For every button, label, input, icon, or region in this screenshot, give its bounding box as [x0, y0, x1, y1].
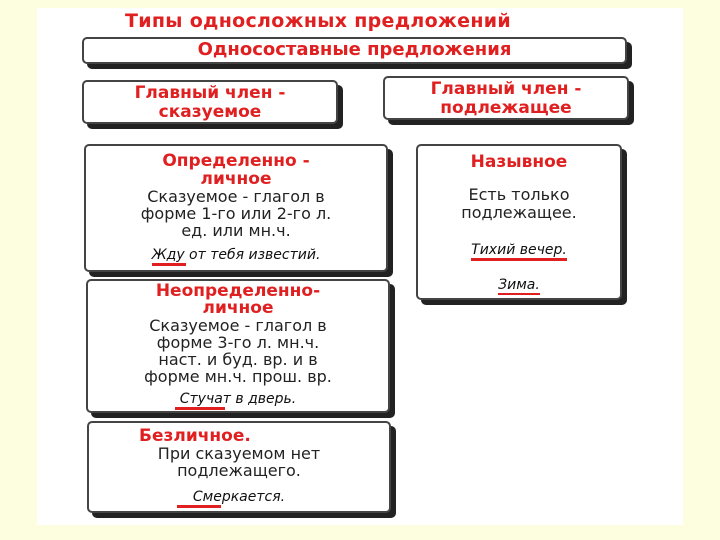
definite-desc-line2: форме 1-го или 2-го л. — [140, 204, 332, 223]
header-box — [82, 37, 627, 64]
nominative-box — [416, 144, 622, 300]
subject-head-box — [383, 76, 629, 120]
indefinite-desc-line1: Сказуемое - глагол в — [149, 316, 327, 335]
indefinite-desc-line2: форме 3-го л. мн.ч. — [156, 333, 320, 352]
nominative-desc-line1: Есть только — [468, 185, 570, 204]
definite-example: Жду от тебя известий. — [151, 247, 321, 263]
subject-head-line1: Главный член - — [430, 79, 582, 99]
nominative-example1: Тихий вечер. — [471, 242, 567, 261]
indefinite-desc-line3: наст. и буд. вр. и в — [158, 350, 318, 369]
definite-name-line1: Определенно - — [162, 151, 310, 171]
indefinite-desc-line4: форме мн.ч. прош. вр. — [144, 367, 332, 386]
definite-personal-box — [84, 144, 388, 272]
indefinite-name-line1: Неопределенно- — [155, 281, 321, 301]
impersonal-desc-line1: При сказуемом нет — [157, 444, 321, 463]
impersonal-example: Смеркается. — [192, 489, 286, 505]
impersonal-underline — [177, 505, 221, 508]
indefinite-name-line2: личное — [202, 298, 274, 318]
nominative-example2: Зима. — [498, 277, 540, 293]
diagram-title: Типы односложных предложений — [125, 10, 511, 32]
definite-desc-line1: Сказуемое - глагол в — [147, 187, 325, 206]
predicate-head-line2: сказуемое — [158, 102, 262, 122]
indefinite-personal-box — [86, 279, 390, 413]
header-label: Односоставные предложения — [197, 39, 512, 60]
predicate-head-box — [82, 80, 338, 124]
nominative-name: Назывное — [470, 152, 568, 172]
indefinite-example: Стучат в дверь. — [179, 391, 297, 407]
impersonal-name: Безличное. — [139, 426, 251, 446]
nominative-desc-line2: подлежащее. — [461, 203, 577, 222]
impersonal-box — [87, 421, 391, 513]
impersonal-desc-line2: подлежащего. — [177, 461, 301, 480]
predicate-head-line1: Главный член - — [134, 83, 286, 103]
indefinite-underline — [175, 407, 225, 410]
definite-desc-line3: ед. или мн.ч. — [181, 221, 291, 240]
subject-head-line2: подлежащее — [440, 98, 572, 118]
definite-name-line2: личное — [200, 169, 272, 189]
